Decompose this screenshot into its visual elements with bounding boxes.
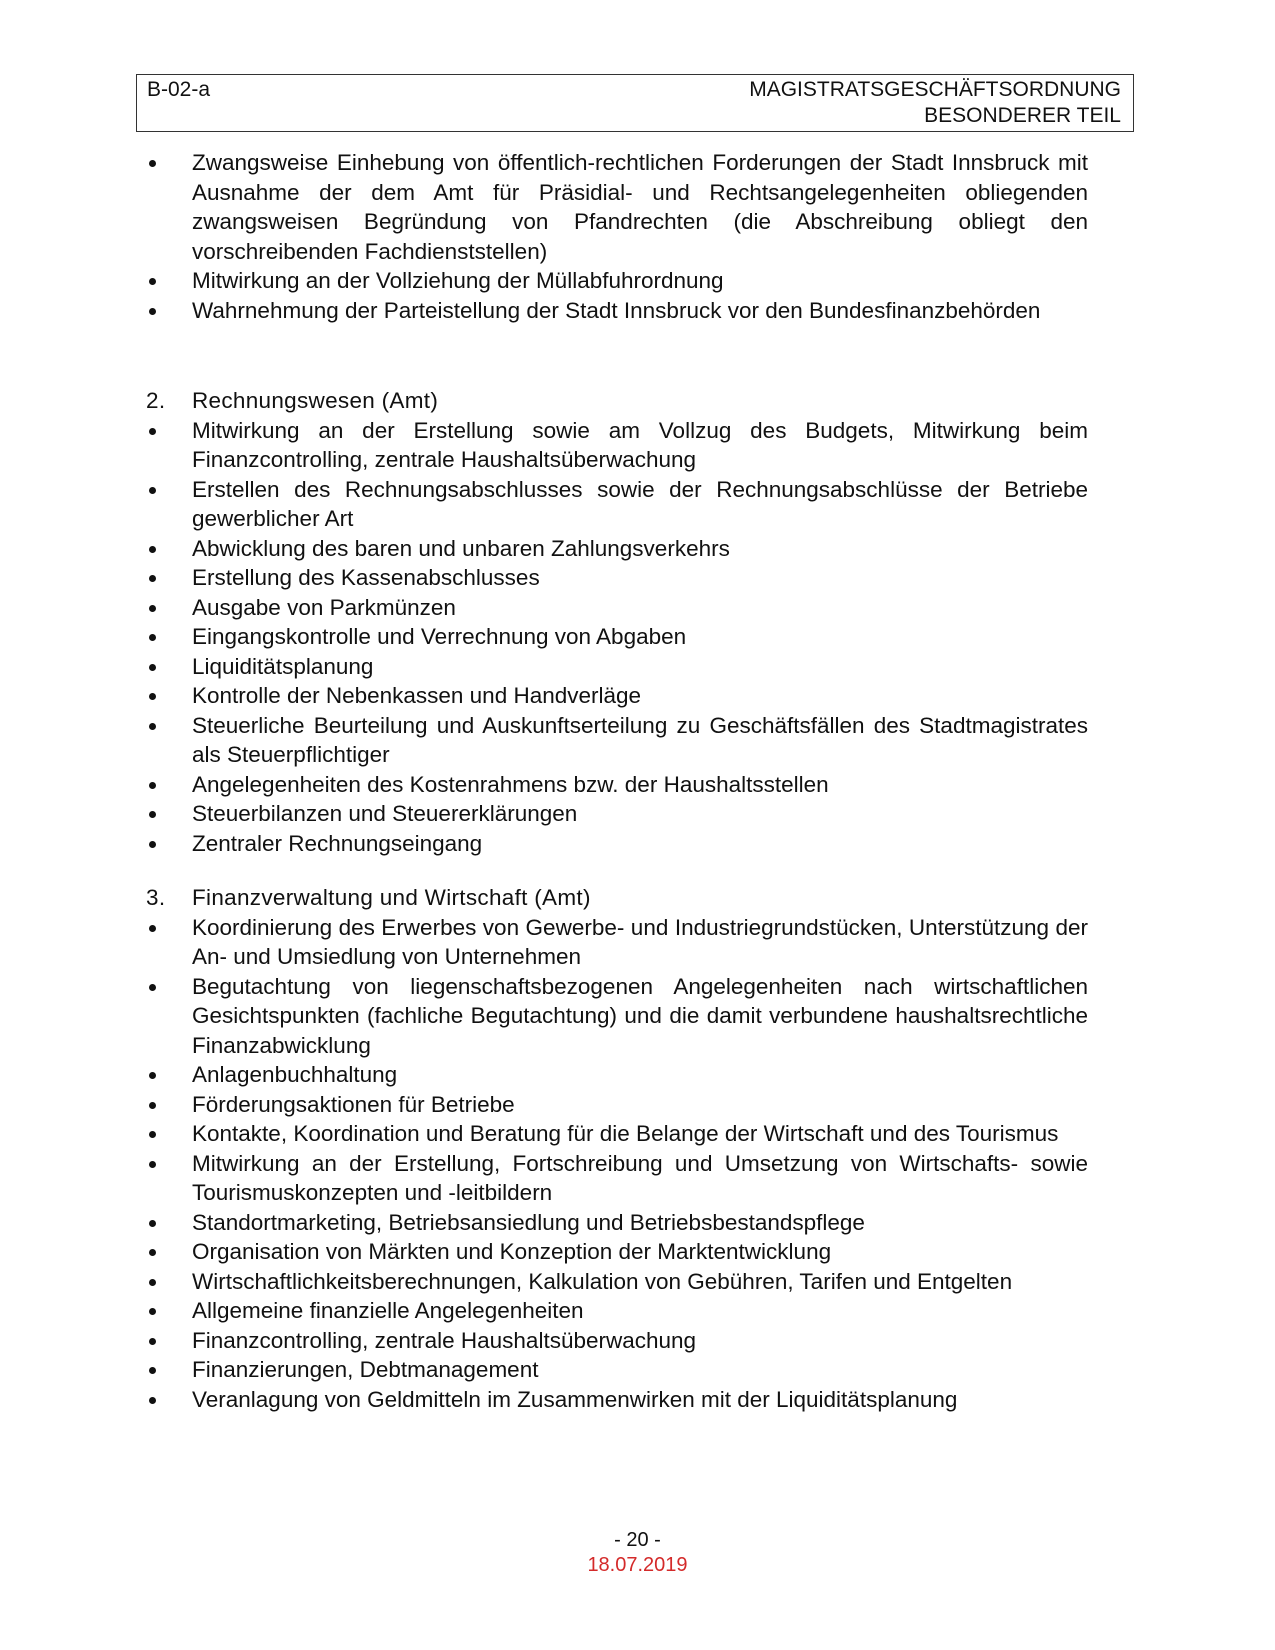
header-title-block [749, 77, 1121, 129]
page-content [146, 148, 1088, 1414]
section-number: 2. [146, 388, 166, 413]
section-title: Rechnungswesen (Amt) [192, 388, 439, 413]
list-item: Allgemeine finanzielle Angelegenheiten [146, 1296, 1088, 1326]
list-item: Förderungsaktionen für Betriebe [146, 1090, 1088, 1120]
list-item: Liquiditätsplanung [146, 652, 1088, 682]
list-item: Veranlagung von Geldmitteln im Zusammenwirken mit der Liquiditätsplanung [146, 1385, 1088, 1415]
list-item: Mitwirkung an der Erstellung sowie am Vollzug des Budgets, Mitwirkung beim Finanzcontrolling, zentrale Haushaltsüberwachung [146, 416, 1088, 475]
section-number: 3. [146, 885, 166, 910]
list-item: Finanzcontrolling, zentrale Haushaltsüberwachung [146, 1326, 1088, 1356]
list-item: Mitwirkung an der Vollziehung der Müllabfuhrordnung [146, 266, 1088, 296]
list-item: Angelegenheiten des Kostenrahmens bzw. der Haushaltsstellen [146, 770, 1088, 800]
page-number: - 20 - [614, 1529, 661, 1551]
list-item: Steuerbilanzen und Steuererklärungen [146, 799, 1088, 829]
header-title: MAGISTRATSGESCHÄFTSORDNUNG [749, 78, 1121, 101]
list-item: Kontrolle der Nebenkassen und Handverläge [146, 681, 1088, 711]
list-item: Mitwirkung an der Erstellung, Fortschreibung und Umsetzung von Wirtschafts- sowie Tourismuskonzepten und -leitbildern [146, 1149, 1088, 1208]
list-item: Kontakte, Koordination und Beratung für die Belange der Wirtschaft und des Tourismus [146, 1119, 1088, 1149]
list-item: Wahrnehmung der Parteistellung der Stadt Innsbruck vor den Bundesfinanzbehörden [146, 296, 1088, 326]
list-item: Begutachtung von liegenschaftsbezogenen Angelegenheiten nach wirtschaftlichen Gesichtspunkten (fachliche Begutachtung) und die damit verbundene haushaltsrechtliche Finanzabwicklung [146, 972, 1088, 1061]
document-id: B-02-a [147, 78, 211, 101]
section2-list [146, 416, 1088, 859]
intro-list [146, 148, 1088, 325]
list-item: Anlagenbuchhaltung [146, 1060, 1088, 1090]
list-item: Erstellen des Rechnungsabschlusses sowie der Rechnungsabschlüsse der Betriebe gewerblicher Art [146, 475, 1088, 534]
list-item: Standortmarketing, Betriebsansiedlung und Betriebsbestandspflege [146, 1208, 1088, 1238]
list-item: Steuerliche Beurteilung und Auskunftserteilung zu Geschäftsfällen des Stadtmagistrates als Steuerpflichtiger [146, 711, 1088, 770]
list-item: Wirtschaftlichkeitsberechnungen, Kalkulation von Gebühren, Tarifen und Entgelten [146, 1267, 1088, 1297]
list-item: Organisation von Märkten und Konzeption der Marktentwicklung [146, 1237, 1088, 1267]
section-title: Finanzverwaltung und Wirtschaft (Amt) [192, 885, 591, 910]
list-item: Erstellung des Kassenabschlusses [146, 563, 1088, 593]
footer-date: 18.07.2019 [587, 1554, 688, 1576]
list-item: Zwangsweise Einhebung von öffentlich-rechtlichen Forderungen der Stadt Innsbruck mit Ausnahme der dem Amt für Präsidial- und Rechtsangelegenheiten obliegenden zwangsweisen Begründung von Pfandrechten (die Abschreibung obliegt den vorschreibenden Fachdienststellen) [146, 148, 1088, 266]
list-item: Ausgabe von Parkmünzen [146, 593, 1088, 623]
section-heading-rechnungswesen [146, 386, 1088, 416]
page-header [136, 74, 1134, 132]
list-item: Zentraler Rechnungseingang [146, 829, 1088, 859]
list-item: Eingangskontrolle und Verrechnung von Abgaben [146, 622, 1088, 652]
section-heading-finanzverwaltung [146, 883, 1088, 913]
list-item: Abwicklung des baren und unbaren Zahlungsverkehrs [146, 534, 1088, 564]
header-subtitle: BESONDERER TEIL [924, 104, 1121, 127]
list-item: Koordinierung des Erwerbes von Gewerbe- und Industriegrundstücken, Unterstützung der An- und Umsiedlung von Unternehmen [146, 913, 1088, 972]
section3-list [146, 913, 1088, 1415]
list-item: Finanzierungen, Debtmanagement [146, 1355, 1088, 1385]
